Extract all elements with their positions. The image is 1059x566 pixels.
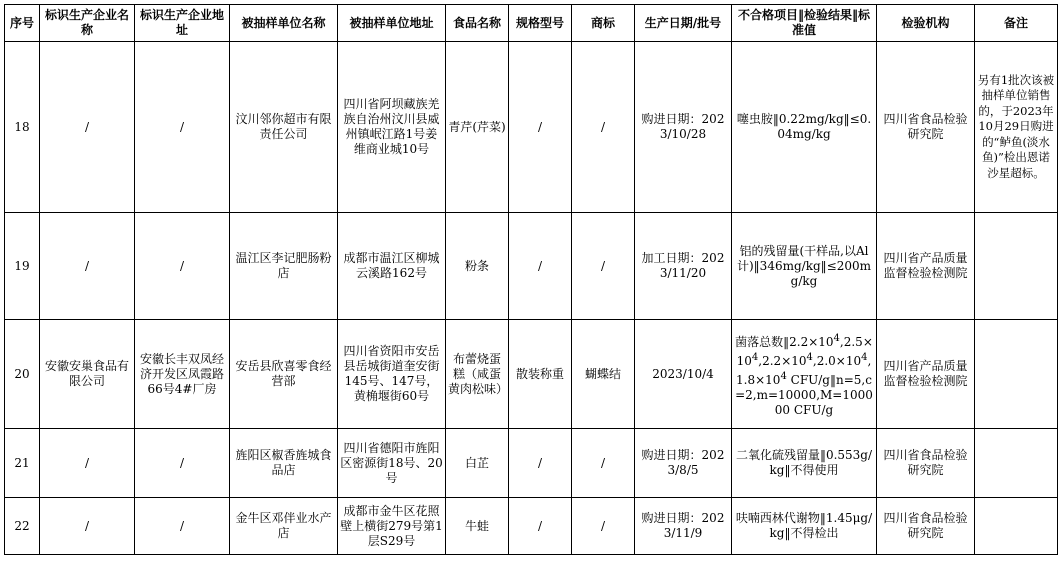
cell-spec: 散装称重 (509, 320, 572, 429)
cell-date-batch: 购进日期：2023/8/5 (635, 429, 732, 498)
cell-brand: / (572, 42, 635, 213)
col-header-no: 序号 (5, 5, 40, 42)
cell-maker-address: 安徽长丰双凤经济开发区凤霞路66号4#厂房 (135, 320, 230, 429)
exponent: 4 (780, 370, 787, 382)
cell-food-name: 粉条 (446, 213, 509, 320)
cell-sampled-unit-address: 四川省资阳市安岳县岳城街道奎安街145号、147号，黄桷堰街60号 (338, 320, 446, 429)
cell-sampled-unit-address: 四川省阿坝藏族羌族自治州汶川县威州镇岷江路1号姜维商业城10号 (338, 42, 446, 213)
cell-failed-item: 二氧化硫残留量‖0.553g/kg‖不得使用 (732, 429, 877, 498)
table-row (5, 498, 1058, 555)
cell-maker: 安徽安巢食品有限公司 (40, 320, 135, 429)
col-header-maker-address: 标识生产企业地址 (135, 5, 230, 42)
item-text: ,1.8×10 (736, 353, 872, 387)
cell-lab: 四川省食品检验研究院 (877, 42, 975, 213)
cell-spec: / (509, 429, 572, 498)
exponent: 4 (806, 351, 813, 363)
cell-date-batch: 购进日期：2023/11/9 (635, 498, 732, 555)
cell-sampled-unit-address: 成都市金牛区花照壁上横街279号第1层S29号 (338, 498, 446, 555)
col-header-sampled-unit-address: 被抽样单位地址 (338, 5, 446, 42)
cell-remark (975, 498, 1058, 555)
cell-lab: 四川省食品检验研究院 (877, 429, 975, 498)
cell-food-name: 青芹(芹菜) (446, 42, 509, 213)
header-row (5, 5, 1058, 42)
col-header-spec: 规格型号 (509, 5, 572, 42)
cell-maker-address: / (135, 429, 230, 498)
cell-brand: / (572, 429, 635, 498)
col-header-remark: 备注 (975, 5, 1058, 42)
cell-remark: 另有1批次该被抽样单位销售的，于2023年10月29日购进的“鲈鱼(淡水鱼)”检出恩诺沙星超标。 (975, 42, 1058, 213)
cell-maker: / (40, 429, 135, 498)
table-row (5, 42, 1058, 213)
cell-food-name: 布蕾烧蛋糕（咸蛋黄肉松味） (446, 320, 509, 429)
col-header-failed-item: 不合格项目‖检验结果‖标准值 (732, 5, 877, 42)
cell-no: 18 (5, 42, 40, 213)
cell-lab: 四川省产品质量监督检验检测院 (877, 213, 975, 320)
cell-sampled-unit: 汶川邻你超市有限责任公司 (230, 42, 338, 213)
cell-sampled-unit: 安岳县欣喜零食经营部 (230, 320, 338, 429)
exponent: 4 (751, 351, 759, 363)
cell-food-name: 牛蛙 (446, 498, 509, 555)
col-header-lab: 检验机构 (877, 5, 975, 42)
cell-food-name: 白芷 (446, 429, 509, 498)
cell-no: 21 (5, 429, 40, 498)
cell-spec: / (509, 498, 572, 555)
inspection-table (4, 4, 1058, 555)
table-row (5, 320, 1058, 429)
exponent: 4 (833, 332, 840, 344)
cell-lab: 四川省产品质量监督检验检测院 (877, 320, 975, 429)
col-header-brand: 商标 (572, 5, 635, 42)
cell-maker: / (40, 42, 135, 213)
item-text: ,2.0×10 (812, 353, 862, 368)
item-text: ,2.2×10 (758, 353, 807, 368)
col-header-maker: 标识生产企业名称 (40, 5, 135, 42)
cell-failed-item: 铝的残留量(干样品,以Al计)‖346mg/kg‖≤200mg/kg (732, 213, 877, 320)
item-text: 菌落总数‖2.2×10 (735, 334, 834, 349)
cell-no: 19 (5, 213, 40, 320)
table-row (5, 213, 1058, 320)
col-header-date-batch: 生产日期/批号 (635, 5, 732, 42)
cell-sampled-unit-address: 四川省德阳市旌阳区密源街18号、20号 (338, 429, 446, 498)
cell-maker: / (40, 213, 135, 320)
item-text: CFU/g‖n=5,c=2,m=10000,M=100000 CFU/g (735, 372, 873, 417)
cell-date-batch: 2023/10/4 (635, 320, 732, 429)
cell-spec: / (509, 213, 572, 320)
cell-spec: / (509, 42, 572, 213)
cell-date-batch: 购进日期：2023/10/28 (635, 42, 732, 213)
cell-maker-address: / (135, 42, 230, 213)
cell-brand: / (572, 498, 635, 555)
cell-remark (975, 213, 1058, 320)
cell-failed-item: 噻虫胺‖0.22mg/kg‖≤0.04mg/kg (732, 42, 877, 213)
exponent: 4 (861, 351, 868, 363)
cell-date-batch: 加工日期：2023/11/20 (635, 213, 732, 320)
cell-no: 20 (5, 320, 40, 429)
cell-failed-item: 呋喃西林代谢物‖1.45μg/kg‖不得检出 (732, 498, 877, 555)
cell-maker: / (40, 498, 135, 555)
cell-sampled-unit: 金牛区邓伴业水产店 (230, 498, 338, 555)
cell-sampled-unit: 温江区李记肥肠粉店 (230, 213, 338, 320)
item-text: ,2.5×10 (736, 334, 873, 368)
table-row (5, 429, 1058, 498)
cell-remark (975, 320, 1058, 429)
cell-brand: 蝴蝶结 (572, 320, 635, 429)
cell-lab: 四川省食品检验研究院 (877, 498, 975, 555)
cell-sampled-unit: 旌阳区椒香旌城食品店 (230, 429, 338, 498)
cell-remark (975, 429, 1058, 498)
cell-maker-address: / (135, 213, 230, 320)
col-header-sampled-unit: 被抽样单位名称 (230, 5, 338, 42)
cell-failed-item (732, 320, 877, 429)
cell-brand: / (572, 213, 635, 320)
cell-no: 22 (5, 498, 40, 555)
cell-sampled-unit-address: 成都市温江区柳城云溪路162号 (338, 213, 446, 320)
cell-maker-address: / (135, 498, 230, 555)
col-header-food-name: 食品名称 (446, 5, 509, 42)
